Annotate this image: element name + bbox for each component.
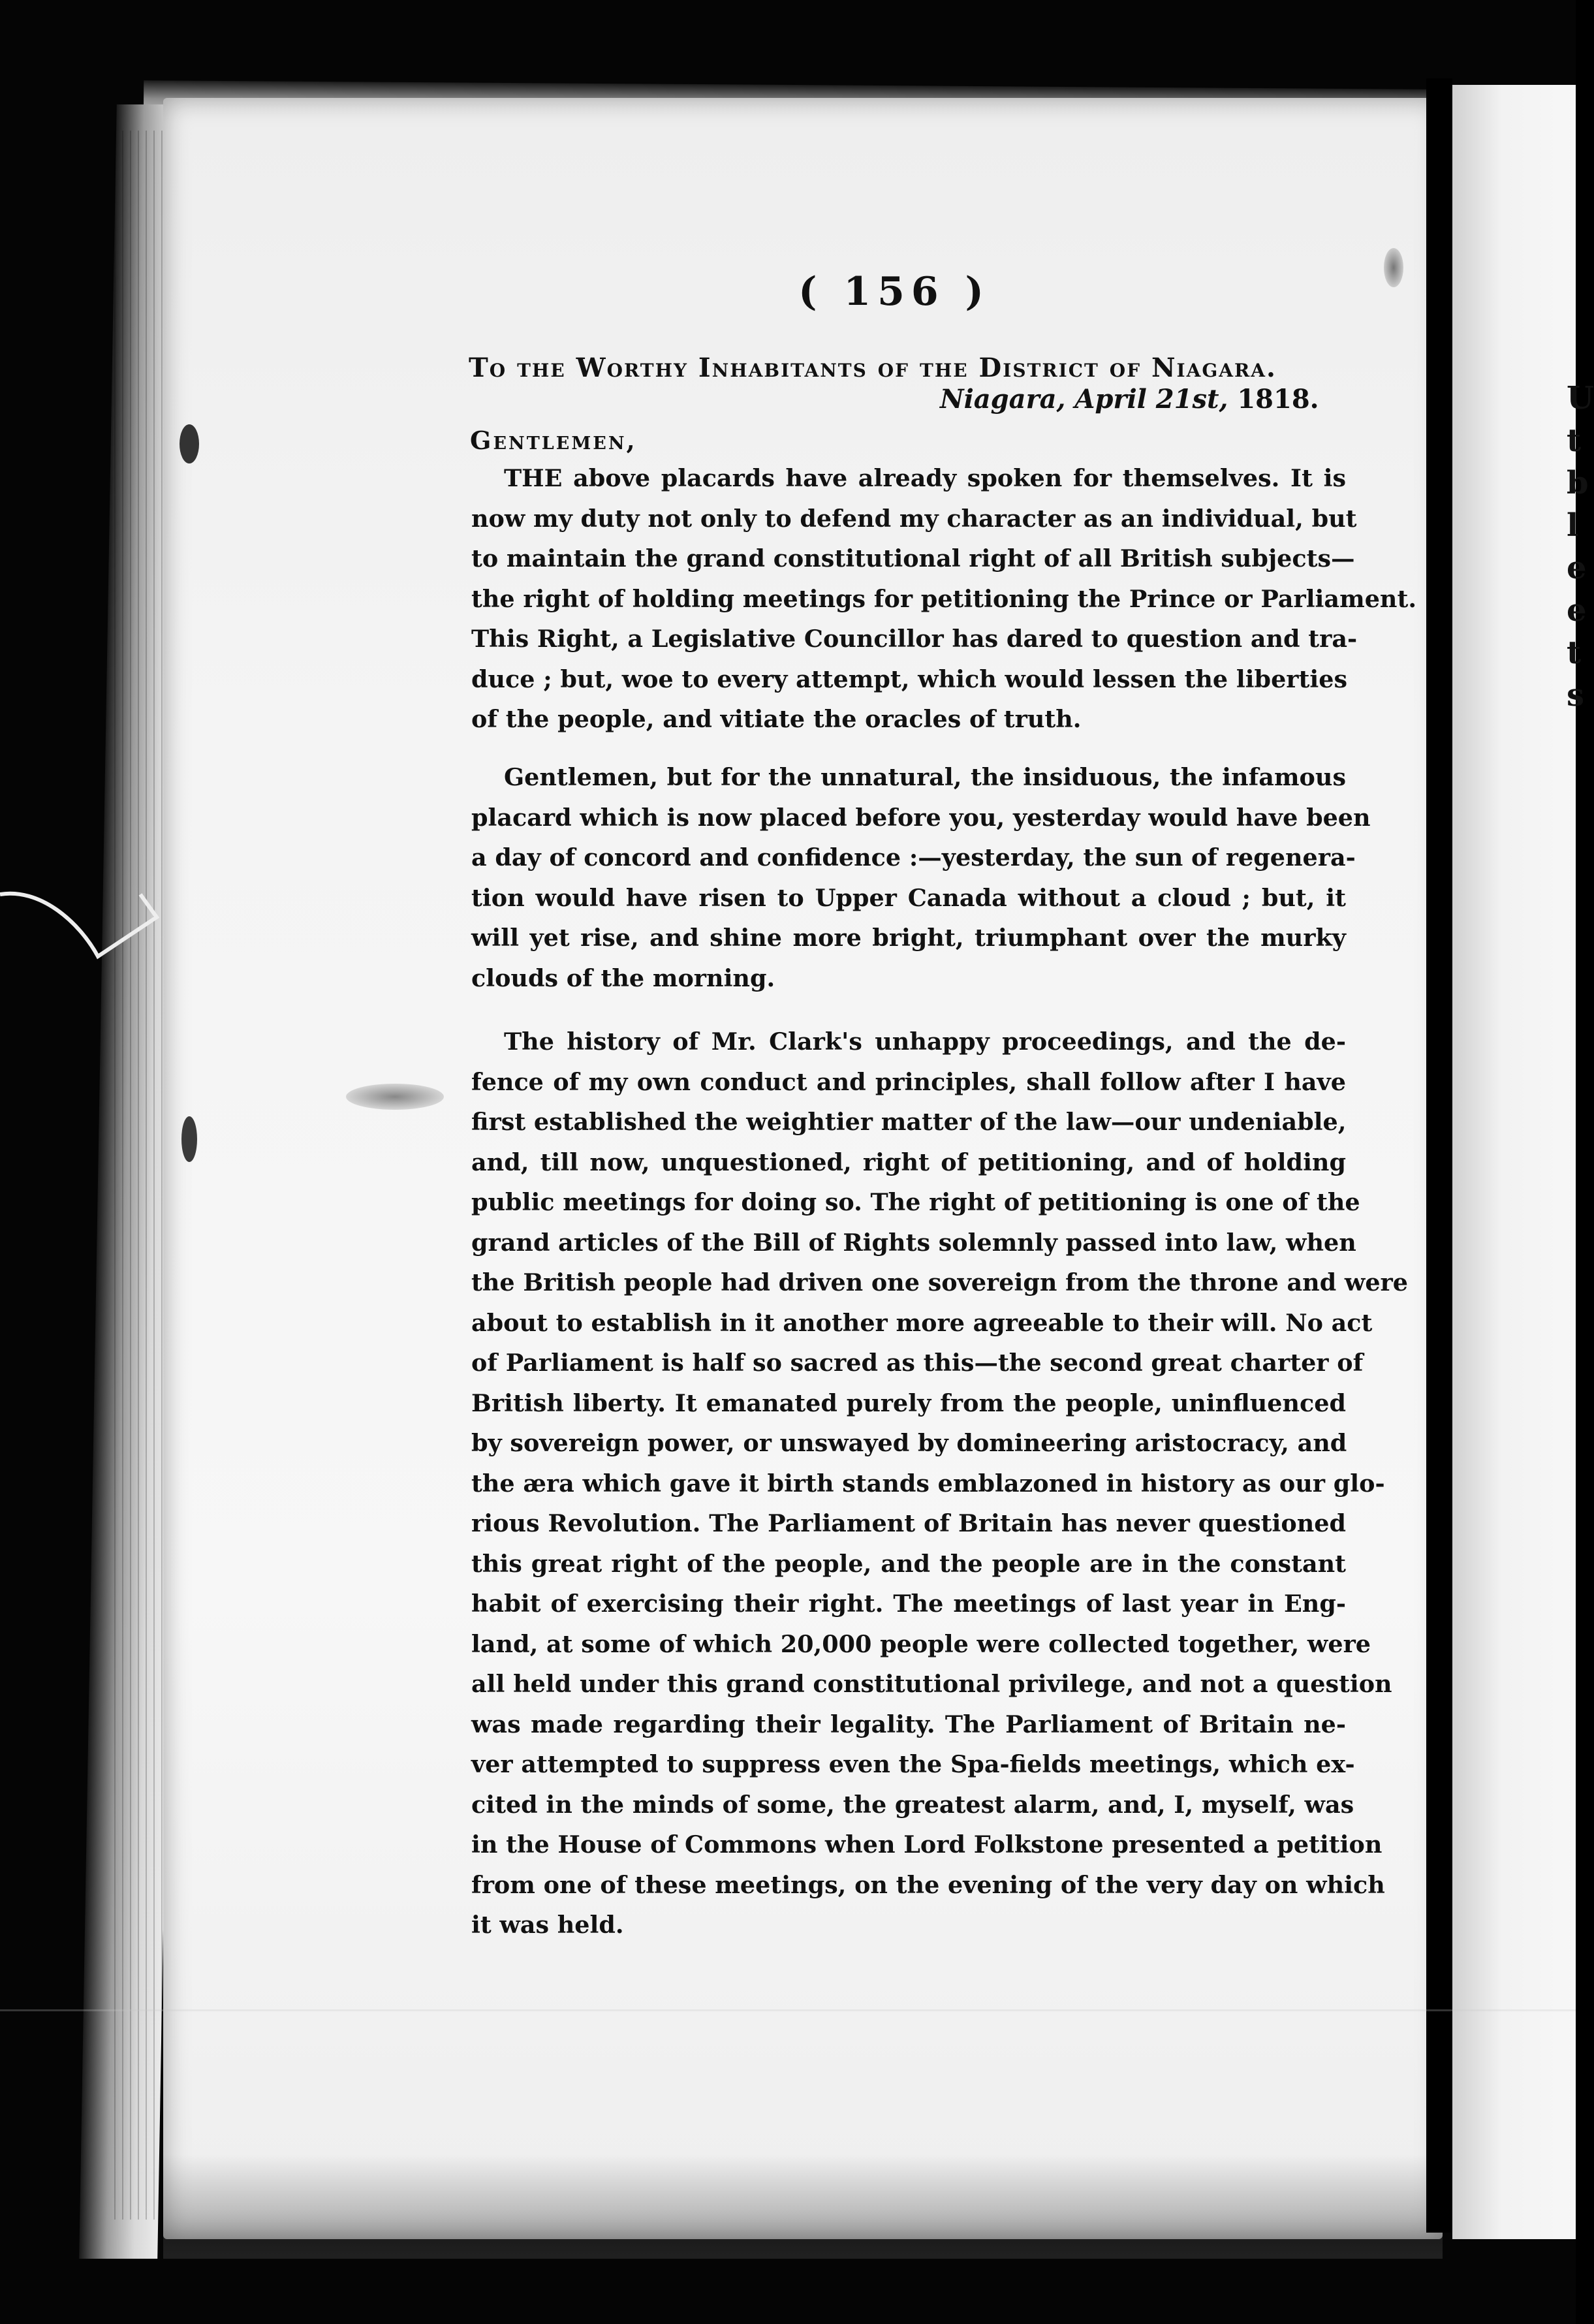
text-line: a day of concord and confidence :—yesterday, the sun of regenera- <box>471 843 1356 872</box>
text-line: grand articles of the Bill of Rights solemnly passed into law, when <box>471 1228 1356 1257</box>
text-line: habit of exercising their right. The meetings of last year in Eng- <box>471 1590 1346 1618</box>
facing-page <box>1452 85 1594 2239</box>
facing-page-fragment: b <box>1567 465 1589 501</box>
text-line: of the people, and vitiate the oracles of truth. <box>471 705 1082 733</box>
scan-speck <box>1384 248 1403 287</box>
facing-page-fragment: l <box>1567 507 1579 544</box>
dateline <box>940 384 1319 415</box>
text-line: by sovereign power, or unswayed by domineering aristocracy, and <box>471 1429 1347 1457</box>
letter-heading: To the Worthy Inhabitants of the District of Niagara. <box>469 353 1277 383</box>
text-line: was made regarding their legality. The Parliament of Britain ne- <box>471 1710 1346 1738</box>
facing-page-fragment: U <box>1567 380 1594 416</box>
text-line: it was held. <box>471 1911 624 1939</box>
dateline-year: 1818. <box>1237 384 1319 415</box>
page-bottom-shadow <box>163 2154 1443 2259</box>
text-line: land, at some of which 20,000 people were collected together, were <box>471 1629 1371 1658</box>
facing-page-fragment: e <box>1567 550 1587 586</box>
text-line: will yet rise, and shine more bright, triumphant over the murky <box>471 924 1346 952</box>
white-bracket-mark <box>0 842 163 986</box>
text-line: this great right of the people, and the people are in the constant <box>471 1549 1346 1578</box>
scan-speck <box>180 424 199 463</box>
paragraph <box>471 757 1371 998</box>
scan-speck <box>346 1084 444 1110</box>
facing-page-fragment: t <box>1567 422 1582 459</box>
text-line: to maintain the grand constitutional right of all British subjects— <box>471 544 1355 573</box>
dateline-place-date: Niagara, April 21st, <box>940 384 1228 415</box>
text-line: fence of my own conduct and principles, shall follow after I have <box>471 1067 1346 1096</box>
paragraph <box>471 458 1417 740</box>
text-line: ver attempted to suppress even the Spa-fields meetings, which ex- <box>471 1750 1355 1778</box>
text-line: cited in the minds of some, the greatest alarm, and, I, myself, was <box>471 1790 1354 1819</box>
text-line: This Right, a Legislative Councillor has dared to question and tra- <box>471 625 1358 653</box>
page-number: ( 156 ) <box>798 269 990 315</box>
text-line: public meetings for doing so. The right of petitioning is one of the <box>471 1188 1360 1216</box>
text-line: Gentlemen, but for the unnatural, the insiduous, the infamous <box>504 763 1346 791</box>
text-line: clouds of the morning. <box>471 964 775 992</box>
text-line: rious Revolution. The Parliament of Britain has never questioned <box>471 1509 1346 1537</box>
text-line: the British people had driven one sovereign from the throne and were <box>471 1268 1409 1296</box>
text-line: about to establish in it another more agreeable to their will. No act <box>471 1308 1373 1337</box>
text-line: of Parliament is half so sacred as this—the second great charter of <box>471 1349 1364 1377</box>
text-line: British liberty. It emanated purely from the people, uninfluenced <box>471 1389 1346 1417</box>
text-line: now my duty not only to defend my character as an individual, but <box>471 504 1357 533</box>
text-line: The history of Mr. Clark's unhappy proceedings, and the de- <box>504 1028 1346 1056</box>
scan-line-artifact <box>0 2009 1576 2011</box>
text-line: tion would have risen to Upper Canada without a cloud ; but, it <box>471 883 1346 912</box>
facing-page-fragment: e <box>1567 592 1587 629</box>
text-line: all held under this grand constitutional privilege, and not a question <box>471 1670 1392 1698</box>
paragraph <box>471 1022 1409 1945</box>
text-line: the æra which gave it birth stands emblazoned in history as our glo- <box>471 1469 1385 1498</box>
text-line: first established the weightier matter of the law—our undeniable, <box>471 1108 1347 1136</box>
facing-page-fragment: t <box>1567 635 1582 671</box>
scan-speck <box>181 1116 197 1162</box>
text-line: THE above placards have already spoken for themselves. It is <box>504 464 1346 492</box>
text-line: from one of these meetings, on the evening of the very day on which <box>471 1870 1385 1899</box>
book-gutter <box>1426 78 1452 2233</box>
text-line: the right of holding meetings for petitioning the Prince or Parliament. <box>471 584 1417 613</box>
text-line: in the House of Commons when Lord Folkstone presented a petition <box>471 1830 1383 1859</box>
facing-page-fragment: s <box>1567 677 1585 714</box>
text-line: duce ; but, woe to every attempt, which would lessen the liberties <box>471 665 1348 693</box>
salutation: Gentlemen, <box>470 426 637 455</box>
text-line: and, till now, unquestioned, right of petitioning, and of holding <box>471 1148 1346 1176</box>
text-line: placard which is now placed before you, yesterday would have been <box>471 803 1371 832</box>
